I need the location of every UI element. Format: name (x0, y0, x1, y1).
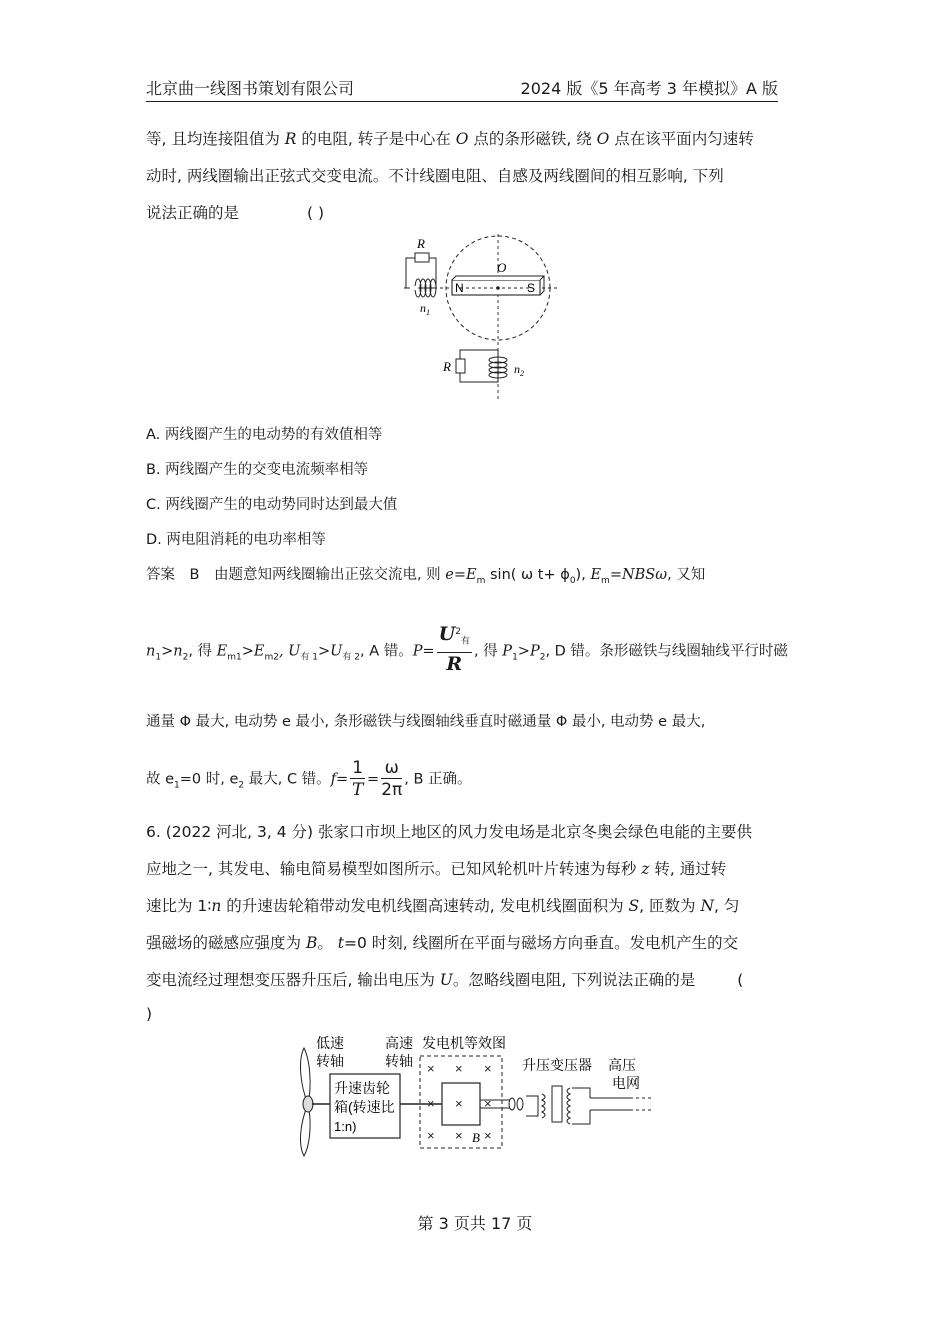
q6-line-1: 6. (2022 河北, 3, 4 分) 张家口市坝上地区的风力发电场是北京冬奥会绿色电能的主要供 (146, 823, 752, 841)
q6-line-6: ) (146, 1005, 153, 1023)
q5-line-2: 动时, 两线圈输出正弦式交变电流。不计线圈电阻、自感及两线圈间的相互影响, 下列 (146, 167, 724, 185)
label-n2: $n_2$ (514, 362, 524, 378)
label-r-top: R (417, 236, 425, 251)
svg-text:×: × (427, 1096, 435, 1111)
label-low-speed-1: 低速 (316, 1035, 344, 1051)
svg-text:×: × (455, 1096, 463, 1111)
label-b: B (472, 1130, 480, 1145)
label-high-speed-1: 高速 (385, 1035, 413, 1051)
label-high-speed-2: 转轴 (385, 1053, 413, 1069)
q6-line-4: 强磁场的磁感应强度为 B。 t=0 时刻, 线圈所在平面与磁场方向垂直。发电机产生的交 (146, 934, 739, 952)
transformer-secondary (567, 1088, 570, 1124)
label-r-bottom: R (443, 359, 451, 374)
gearbox-label-2: 箱(转速比 (334, 1099, 395, 1115)
q5-line-3: 说法正确的是 ( ) (146, 204, 325, 222)
option-b: B. 两线圈产生的交变电流频率相等 (146, 462, 369, 478)
svg-text:×: × (484, 1096, 492, 1111)
svg-text:×: × (484, 1061, 492, 1076)
freq-fraction-2: $\frac{\omega}{2\pi}$ (381, 758, 403, 800)
q6-line-3: 速比为 1∶n 的升速齿轮箱带动发电机线圈高速转动, 发电机线圈面积为 S, 匝数为 N, 匀 (146, 897, 740, 915)
option-d: D. 两电阻消耗的电功率相等 (146, 532, 326, 548)
q5-answer-paren: ( ) (307, 204, 325, 222)
header-left: 北京曲一线图书策划有限公司 (146, 79, 355, 98)
q6-line-2: 应地之一, 其发电、输电简易模型如图所示。已知风轮机叶片转速为每秒 z 转, 通过转 (146, 860, 727, 878)
power-fraction: $\frac{U^2_有}{R}$ (438, 622, 470, 675)
freq-fraction-1: $\frac{1}{T}$ (351, 758, 364, 800)
resistor-bottom (456, 359, 465, 373)
label-o: O (497, 260, 507, 275)
label-transformer: 升压变压器 (522, 1057, 592, 1073)
svg-text:×: × (484, 1128, 492, 1143)
turbine-blades (301, 1048, 313, 1156)
answer-line-2: $n_1>n_2$, 得 $E_{m1}>E_{m2}$, $U_{有 1}>U_{有 2}$, A 错。P= $\frac{U^2_有}{R}$ , 得 $P_1>P_2$, D 错。条形磁铁与线圈轴线平行时磁 (146, 622, 788, 675)
gearbox-label-3: 1:n) (334, 1119, 357, 1134)
option-a: A. 两线圈产生的电动势的有效值相等 (146, 427, 383, 443)
label-generator-equiv: 发电机等效图 (422, 1035, 506, 1051)
label-n: N (455, 281, 464, 295)
answer-line-1: 答案 B 由题意知两线圈输出正弦交流电, 则 $e=E_m$ sin( ω $t+ \phi_0$), $E_m=NBS\omega$, 又知 (146, 567, 706, 586)
svg-text:×: × (455, 1061, 463, 1076)
answer-line-4: 故 $e_1=0$ 时, $e_2$ 最大, C 错。f= $\frac{1}{T}$ = $\frac{\omega}{2\pi}$ , B 正确。 (146, 758, 472, 800)
slip-ring-1 (509, 1098, 515, 1110)
pivot-o (496, 286, 500, 290)
svg-text:×: × (427, 1061, 435, 1076)
header-right: 2024 版《5 年高考 3 年模拟》A 版 (520, 79, 778, 98)
page-footer: 第 3 页共 17 页 (417, 1214, 533, 1233)
svg-text:×: × (427, 1128, 435, 1143)
svg-text:×: × (455, 1128, 463, 1143)
label-hv-1: 高压 (608, 1057, 636, 1073)
q5-figure (390, 232, 570, 412)
label-hv-2: 电网 (612, 1075, 640, 1091)
q6-line-5: 变电流经过理想变压器升压后, 输出电压为 U。忽略线圈电阻, 下列说法正确的是 ( (146, 971, 744, 989)
gearbox-label-1: 升速齿轮 (334, 1080, 390, 1096)
slip-ring-2 (517, 1098, 523, 1110)
header-rule (146, 101, 778, 102)
q6-figure (290, 1030, 670, 1160)
label-s: S (527, 281, 536, 295)
answer-line-3: 通量 Φ 最大, 电动势 e 最小, 条形磁铁与线圈轴线垂直时磁通量 Φ 最小, 电动势 e 最大, (146, 714, 706, 730)
magnetic-field-marks (427, 1061, 492, 1143)
resistor-top (415, 253, 429, 262)
option-c: C. 两线圈产生的电动势同时达到最大值 (146, 497, 398, 513)
label-low-speed-2: 转轴 (316, 1053, 344, 1069)
label-n1: $n_1$ (420, 301, 430, 317)
q5-line-1: 等, 且均连接阻值为 R 的电阻, 转子是中心在 O 点的条形磁铁, 绕 O 点在该平面内匀速转 (146, 130, 754, 148)
transformer-core (552, 1086, 562, 1122)
transformer-primary (542, 1094, 545, 1118)
